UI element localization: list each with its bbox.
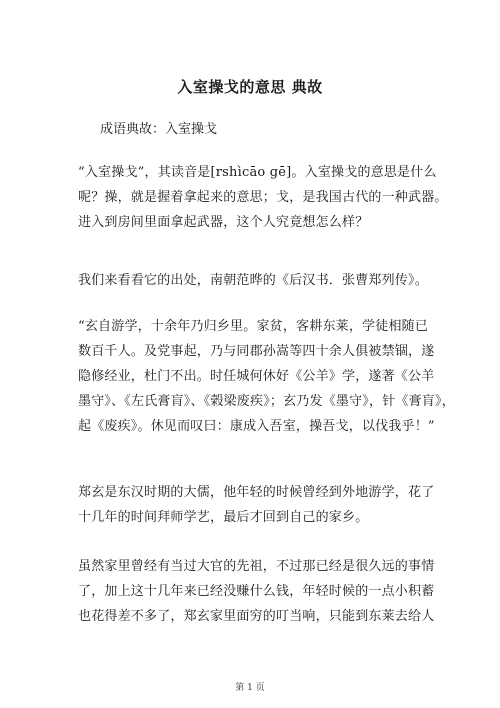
text-line: “玄自游学，十余年乃归乡里。家贫，客耕东莱，学徒相随已 bbox=[78, 319, 429, 334]
text-line: 呢？操，就是握着拿起来的意思；戈，是我国古代的一种武器。 bbox=[78, 190, 448, 205]
paragraph-pronunciation bbox=[78, 160, 448, 235]
text-line: 郑玄是东汉时期的大儒，他年轻的时候曾经到外地游学，花了 bbox=[78, 485, 435, 500]
text-line: 十几年的时间拜师学艺，最后才回到自己的家乡。 bbox=[78, 510, 369, 525]
idiom-subtitle: 成语典故：入室操戈 bbox=[100, 122, 218, 137]
text-line: 虽然家里曾经有当过大官的先祖，不过那已经是很久远的事情 bbox=[78, 559, 435, 574]
text-line: 起《废疾》。休见而叹曰：康成入吾室，操吾戈，以伐我乎！” bbox=[78, 419, 435, 434]
text-line: 隐修经业，杜门不出。时任城何休好《公羊》学，遂著《公羊 bbox=[78, 369, 435, 384]
text-line: 了，加上这十几年来已经没赚什么钱，年轻时候的一点小积蓄 bbox=[78, 584, 435, 599]
text-line: 墨守》、《左氏膏肓》、《榖梁废疾》；玄乃发《墨守》，针《膏肓》， bbox=[78, 394, 455, 409]
page-number: 第 1 页 bbox=[235, 683, 265, 693]
text-line: 进入到房间里面拿起武器，这个人究竟想怎么样？ bbox=[78, 215, 369, 230]
text-line: “入室操戈”，其读音是[rshìcāo gē]。入室操戈的意思是什么 bbox=[78, 165, 437, 180]
text-line: 数百千人。及党事起，乃与同郡孙嵩等四十余人俱被禁锢，遂 bbox=[78, 344, 435, 359]
paragraph-zheng-xuan bbox=[78, 480, 438, 530]
paragraph-family bbox=[78, 554, 438, 629]
paragraph-quotation bbox=[78, 314, 455, 439]
text-line: 也花得差不多了，郑玄家里面穷的叮当响，只能到东莱去给人 bbox=[78, 609, 435, 624]
text-line: 我们来看看它的出处，南朝范晔的《后汉书．张曹郑列传》。 bbox=[78, 273, 428, 288]
page-title: 入室操戈的意思 典故 bbox=[177, 78, 323, 96]
paragraph-source bbox=[78, 268, 438, 293]
